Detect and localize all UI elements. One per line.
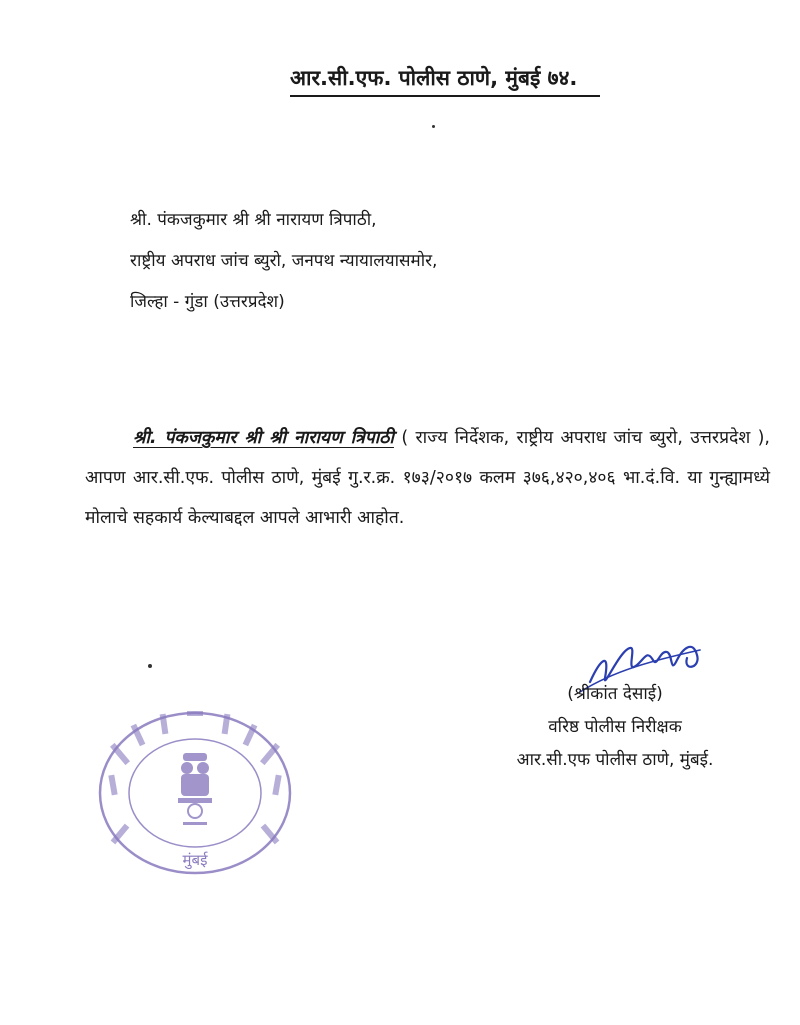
stamp-bottom-text: मुंबई (182, 851, 208, 869)
signatory-designation: वरिष्ठ पोलीस निरीक्षक (548, 717, 682, 737)
body-text: ( राज्य निर्देशक, राष्ट्रीय अपराध जांच ब्युरो, उत्तरप्रदेश ), आपण आर.सी.एफ. पोलीस ठाणे, मुंबई गु.र.क्र. १७३/२०१७ कलम ३७६,४२०,४०६ भा.दं.वि. या गुन्ह्यामध्ये मोलाचे सहकार्य केल्याबद्दल आपले आभारी आहोत. (85, 428, 770, 528)
office-seal-stamp (95, 708, 295, 878)
recipient-address (130, 200, 437, 323)
emblem-icon (178, 753, 212, 825)
signatory-name: (श्रीकांत देसाई) (567, 684, 663, 704)
page-title: आर.सी.एफ. पोलीस ठाणे, मुंबई ७४. (290, 64, 600, 97)
recipient-name-emphasis: श्री. पंकजकुमार श्री श्री नारायण त्रिपाठी (133, 428, 394, 448)
ink-speck (148, 664, 152, 668)
letter-body (85, 418, 770, 538)
signatory-office: आर.सी.एफ पोलीस ठाणे, मुंबई. (516, 750, 714, 770)
address-line: श्री. पंकजकुमार श्री श्री नारायण त्रिपाठी, (130, 210, 377, 230)
address-line: राष्ट्रीय अपराध जांच ब्युरो, जनपथ न्यायालयासमोर, (130, 251, 438, 271)
address-line: जिल्हा - गुंडा (उत्तरप्रदेश) (130, 292, 285, 312)
ink-speck (432, 125, 435, 128)
signature-block (470, 678, 760, 777)
